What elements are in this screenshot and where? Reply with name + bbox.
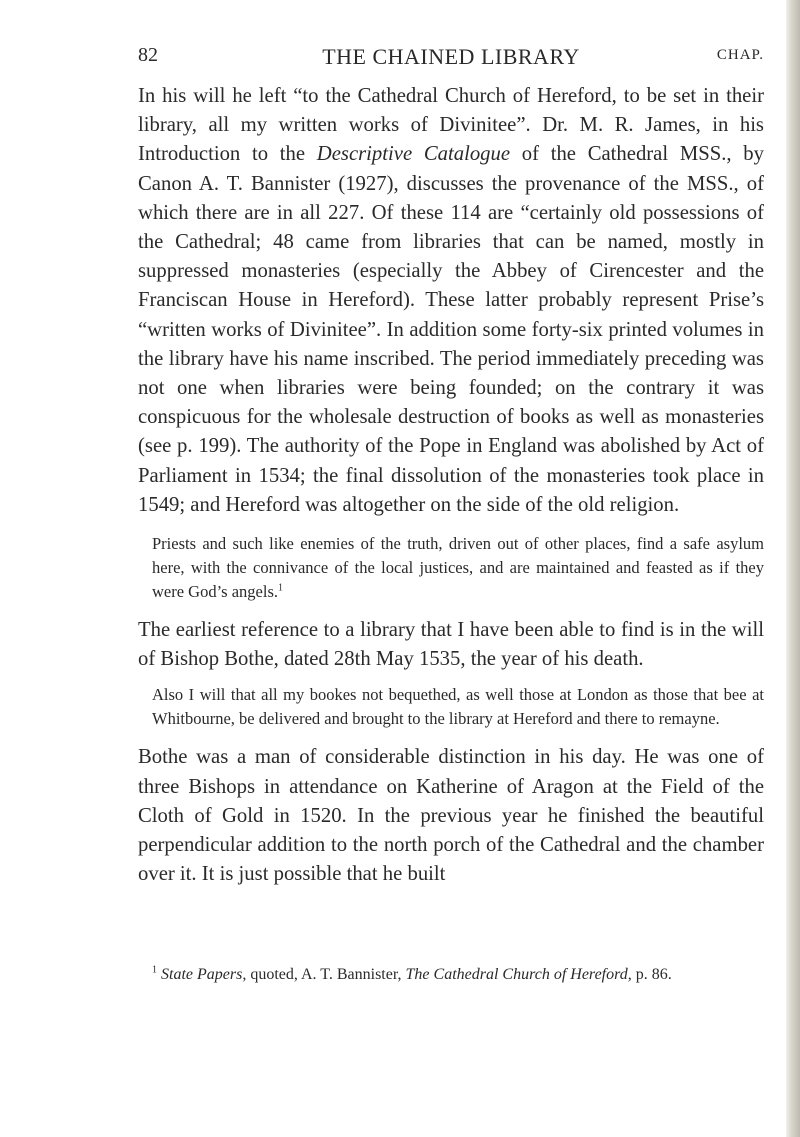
chapter-marker: CHAP.: [716, 47, 764, 63]
block-quote-bothe-will: Also I will that all my bookes not bequethed, as well those at London as those that bee at Whitbourne, be delivered and brought to the library at Hereford and there to remayne.: [152, 685, 764, 729]
running-title: THE CHAINED LIBRARY: [322, 44, 580, 69]
block-quote-state-papers: Priests and such like enemies of the truth, driven out of other places, find a safe asylum here, with the connivance of the local justices, and are maintained and feasted as if they were God’s angels.$^1$: [152, 534, 764, 602]
paragraph-3: Bothe was a man of considerable distinction in his day. He was one of three Bishops in attendance on Katherine of Aragon at the Field of the Cloth of Gold in 1520. In the previous year he finished the beautiful perpendicular addition to the north porch of the Cathedral and the chamber over it. It is just possible that he built: [138, 746, 764, 886]
page-edge-shadow: [786, 0, 800, 1137]
catalogue-title: Descriptive Catalogue: [316, 143, 511, 166]
page-number: 82: [138, 44, 158, 66]
running-header: [138, 44, 764, 72]
paragraph-2: The earliest reference to a library that I have been able to find is in the will of Bishop Bothe, dated 28th May 1535, the year of his death.: [138, 619, 764, 671]
body-text: [138, 82, 764, 889]
footnote-reference: 1: [278, 582, 284, 594]
footnote: $^1$ State Papers, quoted, A. T. Bannister, The Cathedral Church of Hereford, p. 86.: [152, 964, 672, 983]
paragraph-1: In his will he left “to the Cathedral Church of Hereford, to be set in their library, all my written works of Divinitee”. Dr. M. R. James, in his Introduction to the Descriptive Catalogue of the Cathedral MSS., by Canon A. T. Bannister (1927), discusses the provenance of the MSS., of which there are in all 227. Of these 114 are “certainly old possessions of the Cathedral; 48 came from libraries that can be named, mostly in suppressed monasteries (especially the Abbey of Cirencester and the Franciscan House in Hereford). These latter probably represent Prise’s “written works of Divinitee”. In addition some forty-six printed volumes in the library have his name inscribed. The period immediately preceding was not one when libraries were being founded; on the contrary it was conspicuous for the wholesale destruction of books as well as monasteries (see p. 199). The authority of the Pope in England was abolished by Act of Parliament in 1534; the final dissolution of the monasteries took place in 1549; and Hereford was altogether on the side of the old religion.: [138, 85, 764, 516]
footnote-marker: 1: [152, 964, 157, 976]
